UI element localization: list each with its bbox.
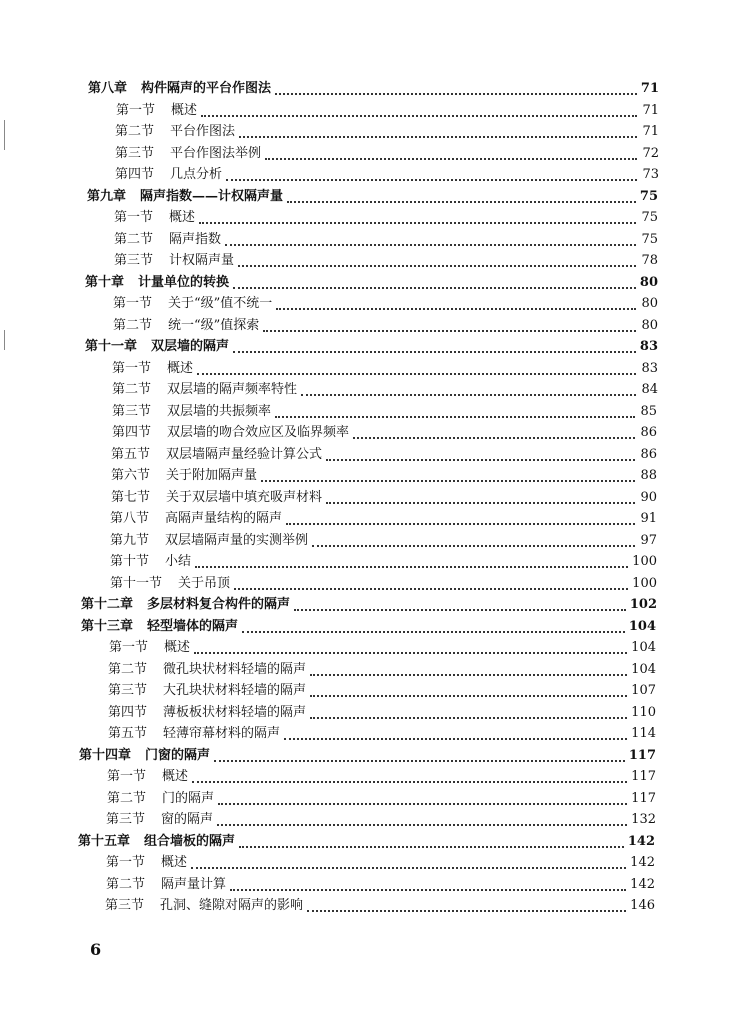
toc-chapter-entry <box>88 79 659 99</box>
toc-entry-page: 146 <box>630 898 655 913</box>
toc-section-entry <box>106 853 655 873</box>
toc-entry-number: 第十章 <box>85 275 125 290</box>
toc-entry-number: 第四节 <box>115 167 155 182</box>
toc-entry-page: 73 <box>642 167 659 182</box>
toc-entry-page: 75 <box>639 189 658 204</box>
dot-leader <box>265 157 637 160</box>
toc-chapter-entry <box>81 617 656 637</box>
toc-entry-title: 隔声指数 <box>169 232 222 247</box>
toc-entry-title: 隔声量计算 <box>161 877 227 892</box>
toc-entry-page: 142 <box>630 877 655 892</box>
toc-entry-title: 概述 <box>167 361 194 376</box>
toc-entry-number: 第三节 <box>114 253 154 268</box>
toc-section-entry <box>108 681 656 701</box>
toc-entry-title: 双层墙的共振频率 <box>167 404 272 419</box>
dot-leader <box>275 415 635 418</box>
dot-leader <box>239 135 637 138</box>
toc-entry-number: 第九节 <box>110 533 150 548</box>
dot-leader <box>326 501 635 504</box>
toc-entry-title: 大孔块状材料轻墙的隔声 <box>163 683 307 698</box>
toc-entry-title: 多层材料复合构件的隔声 <box>147 597 291 612</box>
toc-section-entry <box>108 724 656 744</box>
toc-entry-number: 第三节 <box>112 404 152 419</box>
toc-entry-page: 72 <box>642 146 659 161</box>
scan-margin-mark <box>4 330 5 350</box>
toc-section-entry <box>110 552 657 572</box>
dot-leader <box>275 92 637 95</box>
toc-entry-page: 114 <box>631 726 656 741</box>
dot-leader <box>310 716 627 719</box>
toc-section-entry <box>115 165 659 185</box>
toc-entry-title: 几点分析 <box>170 167 223 182</box>
toc-entry-title: 概述 <box>161 855 188 870</box>
toc-entry-number: 第六节 <box>111 468 151 483</box>
dot-leader <box>310 673 627 676</box>
scan-margin-mark <box>4 120 5 150</box>
dot-leader <box>197 372 636 375</box>
toc-entry-title: 关于双层墙中填充吸声材料 <box>166 490 323 505</box>
toc-entry-page: 84 <box>641 382 658 397</box>
toc-entry-number: 第八节 <box>110 511 150 526</box>
toc-entry-number: 第十一章 <box>85 339 138 354</box>
dot-leader <box>239 845 624 848</box>
toc-section-entry <box>113 316 658 336</box>
toc-chapter-entry <box>87 187 658 207</box>
toc-entry-number: 第一节 <box>113 296 153 311</box>
dot-leader <box>218 802 627 805</box>
toc-entry-page: 142 <box>630 855 655 870</box>
toc-section-entry <box>107 789 656 809</box>
toc-entry-title: 窗的隔声 <box>161 812 214 827</box>
toc-entry-page: 71 <box>642 103 659 118</box>
dot-leader <box>230 888 626 891</box>
dot-leader <box>195 565 628 568</box>
toc-entry-page: 71 <box>642 124 659 139</box>
toc-entry-title: 平台作图法 <box>170 124 236 139</box>
toc-section-entry <box>113 294 658 314</box>
toc-entry-title: 双层墙的隔声 <box>151 339 230 354</box>
dot-leader <box>199 221 636 224</box>
toc-entry-title: 门窗的隔声 <box>145 748 211 763</box>
toc-section-entry <box>115 144 659 164</box>
toc-section-entry <box>111 488 657 508</box>
toc-entry-title: 关于吊顶 <box>178 576 231 591</box>
toc-entry-title: 概述 <box>164 640 191 655</box>
dot-leader <box>194 651 627 654</box>
toc-section-entry <box>106 875 655 895</box>
toc-entry-title: 小结 <box>165 554 192 569</box>
toc-entry-page: 104 <box>631 640 656 655</box>
toc-entry-page: 91 <box>640 511 657 526</box>
toc-entry-number: 第四节 <box>112 425 152 440</box>
toc-section-entry <box>114 251 658 271</box>
dot-leader <box>214 759 625 762</box>
toc-entry-number: 第三节 <box>105 898 145 913</box>
toc-entry-number: 第五节 <box>111 447 151 462</box>
toc-entry-title: 概述 <box>169 210 196 225</box>
toc-entry-page: 104 <box>631 662 656 677</box>
toc-entry-title: 微孔块状材料轻墙的隔声 <box>163 662 307 677</box>
toc-entry-number: 第二节 <box>108 662 148 677</box>
toc-entry-page: 100 <box>632 554 657 569</box>
toc-entry-number: 第十四章 <box>79 748 132 763</box>
toc-section-entry <box>110 574 657 594</box>
toc-entry-number: 第二节 <box>115 124 155 139</box>
dot-leader <box>287 200 636 203</box>
toc-entry-title: 计权隔声量 <box>169 253 235 268</box>
toc-entry-page: 75 <box>641 210 658 225</box>
toc-entry-page: 85 <box>640 404 657 419</box>
toc-entry-page: 117 <box>631 769 656 784</box>
toc-entry-title: 概述 <box>162 769 189 784</box>
toc-entry-page: 86 <box>640 425 657 440</box>
toc-entry-number: 第十一节 <box>110 576 163 591</box>
toc-entry-number: 第十节 <box>110 554 150 569</box>
dot-leader <box>286 522 635 525</box>
toc-entry-number: 第七节 <box>111 490 151 505</box>
dot-leader <box>226 178 637 181</box>
toc-chapter-entry <box>79 746 656 766</box>
dot-leader <box>276 307 636 310</box>
dot-leader <box>261 479 635 482</box>
dot-leader <box>284 737 627 740</box>
toc-entry-title: 双层墙隔声量经验计算公式 <box>166 447 323 462</box>
toc-entry-title: 关于“级”值不统一 <box>168 296 273 311</box>
toc-entry-page: 75 <box>641 232 658 247</box>
dot-leader <box>310 694 627 697</box>
toc-entry-number: 第九章 <box>87 189 127 204</box>
toc-entry-page: 88 <box>640 468 657 483</box>
toc-entry-page: 100 <box>632 576 657 591</box>
dot-leader <box>217 823 627 826</box>
toc-entry-number: 第二节 <box>113 318 153 333</box>
dot-leader <box>353 436 635 439</box>
dot-leader <box>238 264 636 267</box>
toc-entry-number: 第三节 <box>115 146 155 161</box>
toc-section-entry <box>112 423 657 443</box>
dot-leader <box>294 608 626 611</box>
toc-entry-page: 110 <box>631 705 656 720</box>
toc-entry-number: 第一节 <box>112 361 152 376</box>
toc-entry-title: 双层墙隔声量的实测举例 <box>165 533 309 548</box>
dot-leader <box>242 630 625 633</box>
dot-leader <box>201 114 637 117</box>
toc-chapter-entry <box>81 595 657 615</box>
toc-entry-title: 高隔声量结构的隔声 <box>165 511 283 526</box>
toc-entry-page: 80 <box>639 275 658 290</box>
toc-entry-page: 80 <box>641 296 658 311</box>
toc-entry-number: 第二节 <box>114 232 154 247</box>
toc-entry-number: 第二节 <box>106 877 146 892</box>
toc-entry-title: 关于附加隔声量 <box>166 468 258 483</box>
toc-entry-title: 双层墙的吻合效应区及临界频率 <box>167 425 350 440</box>
dot-leader <box>233 286 636 289</box>
toc-entry-number: 第八章 <box>88 81 128 96</box>
toc-entry-title: 门的隔声 <box>162 791 215 806</box>
dot-leader <box>225 243 636 246</box>
toc-entry-page: 107 <box>631 683 656 698</box>
toc-entry-page: 80 <box>641 318 658 333</box>
toc-section-entry <box>111 445 657 465</box>
toc-section-entry <box>114 230 658 250</box>
toc-section-entry <box>105 896 655 916</box>
dot-leader <box>234 587 628 590</box>
toc-section-entry <box>114 208 658 228</box>
toc-chapter-entry <box>85 273 658 293</box>
toc-section-entry <box>112 380 658 400</box>
toc-entry-number: 第四节 <box>108 705 148 720</box>
toc-entry-number: 第一节 <box>116 103 156 118</box>
toc-entry-title: 概述 <box>171 103 198 118</box>
toc-chapter-entry <box>85 337 658 357</box>
toc-entry-number: 第一节 <box>106 855 146 870</box>
toc-entry-page: 104 <box>628 619 656 634</box>
toc-entry-title: 薄板板状材料轻墙的隔声 <box>163 705 307 720</box>
toc-entry-number: 第一节 <box>109 640 149 655</box>
toc-section-entry <box>107 767 656 787</box>
toc-entry-title: 轻型墙体的隔声 <box>147 619 239 634</box>
toc-section-entry <box>111 466 657 486</box>
toc-entry-number: 第十五章 <box>78 834 131 849</box>
toc-section-entry <box>106 810 656 830</box>
toc-entry-page: 132 <box>631 812 656 827</box>
toc-entry-number: 第十二章 <box>81 597 134 612</box>
toc-entry-title: 孔洞、缝隙对隔声的影响 <box>160 898 304 913</box>
toc-entry-page: 90 <box>640 490 657 505</box>
toc-entry-number: 第三节 <box>106 812 146 827</box>
dot-leader <box>307 909 626 912</box>
dot-leader <box>191 866 626 869</box>
toc-entry-number: 第二节 <box>107 791 147 806</box>
dot-leader <box>312 544 635 547</box>
toc-entry-page: 117 <box>631 791 656 806</box>
toc-entry-number: 第十三章 <box>81 619 134 634</box>
toc-entry-title: 隔声指数——计权隔声量 <box>140 189 284 204</box>
toc-entry-title: 双层墙的隔声频率特性 <box>167 382 298 397</box>
toc-entry-title: 统一“级”值探索 <box>168 318 260 333</box>
dot-leader <box>301 393 636 396</box>
toc-entry-number: 第二节 <box>112 382 152 397</box>
toc-entry-number: 第五节 <box>108 726 148 741</box>
toc-entry-page: 117 <box>628 748 656 763</box>
toc-entry-title: 平台作图法举例 <box>170 146 262 161</box>
dot-leader <box>233 350 636 353</box>
toc-section-entry <box>108 660 656 680</box>
toc-entry-page: 71 <box>640 81 659 96</box>
toc-entry-page: 86 <box>640 447 657 462</box>
toc-entry-title: 组合墙板的隔声 <box>144 834 236 849</box>
toc-section-entry <box>112 402 657 422</box>
toc-entry-page: 83 <box>641 361 658 376</box>
toc-entry-page: 102 <box>629 597 657 612</box>
toc-chapter-entry <box>78 832 655 852</box>
toc-entry-number: 第一节 <box>114 210 154 225</box>
dot-leader <box>192 780 627 783</box>
toc-section-entry <box>109 638 656 658</box>
toc-section-entry <box>116 101 659 121</box>
toc-section-entry <box>115 122 659 142</box>
toc-entry-page: 142 <box>627 834 655 849</box>
toc-entry-page: 83 <box>639 339 658 354</box>
toc-section-entry <box>108 703 656 723</box>
toc-entry-page: 78 <box>641 253 658 268</box>
dot-leader <box>263 329 636 332</box>
toc-section-entry <box>112 359 658 379</box>
dot-leader <box>326 458 635 461</box>
page-number: 6 <box>90 940 102 959</box>
toc-entry-number: 第一节 <box>107 769 147 784</box>
toc-entry-title: 轻薄帘幕材料的隔声 <box>163 726 281 741</box>
toc-entry-number: 第三节 <box>108 683 148 698</box>
toc-entry-title: 构件隔声的平台作图法 <box>141 81 272 96</box>
toc-section-entry <box>110 531 657 551</box>
toc-section-entry <box>110 509 657 529</box>
toc-entry-title: 计量单位的转换 <box>138 275 230 290</box>
toc-entry-page: 97 <box>640 533 657 548</box>
